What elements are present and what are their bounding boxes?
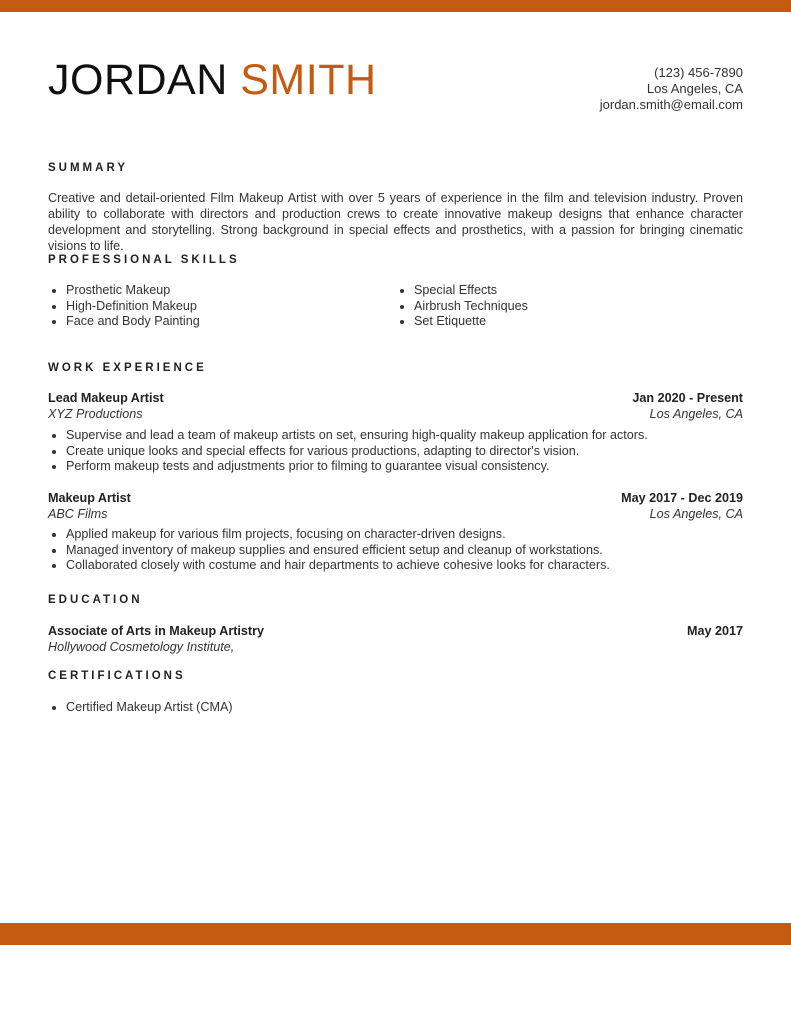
job-bullets: [48, 527, 610, 574]
job-location: Los Angeles, CA: [649, 507, 743, 521]
top-accent-bar: [0, 0, 791, 12]
education-heading: EDUCATION: [48, 594, 143, 606]
skills-heading: PROFESSIONAL SKILLS: [48, 254, 240, 266]
skill-item: Set Etiquette: [396, 314, 528, 330]
summary-text: Creative and detail-oriented Film Makeup Artist with over 5 years of experience in the film and television industry. Proven ability to collaborate with directors and production crews to create innovative makeup designs that enhance character development and storytelling. Strong background in special effects and prosthetics, with a passion for bringing cinematic visions to life.: [48, 191, 743, 253]
summary-heading: SUMMARY: [48, 162, 128, 174]
skill-item: High-Definition Makeup: [48, 299, 200, 315]
contact-location: Los Angeles, CA: [646, 81, 743, 96]
education-date: May 2017: [686, 624, 743, 638]
contact-phone: (123) 456-7890: [654, 65, 743, 80]
job-role: Makeup Artist: [48, 491, 131, 505]
candidate-name: [48, 56, 377, 104]
bottom-accent-bar: [0, 923, 791, 945]
education-school: Hollywood Cosmetology Institute,: [48, 640, 235, 654]
job-bullet: Collaborated closely with costume and hair departments to achieve cohesive looks for characters.: [48, 558, 610, 574]
job-bullets: [48, 428, 648, 475]
job-bullet: Supervise and lead a team of makeup artists on set, ensuring high-quality makeup application for actors.: [48, 428, 648, 444]
contact-email: jordan.smith@email.com: [599, 97, 743, 112]
skill-item: Face and Body Painting: [48, 314, 200, 330]
job-company: XYZ Productions: [48, 407, 143, 421]
job-bullet: Create unique looks and special effects for various productions, adapting to director's vision.: [48, 444, 648, 460]
skill-item: Special Effects: [396, 283, 528, 299]
education-degree: Associate of Arts in Makeup Artistry: [48, 624, 265, 638]
contact-info: [600, 65, 743, 113]
experience-heading: WORK EXPERIENCE: [48, 362, 207, 374]
last-name: SMITH: [240, 56, 377, 104]
skills-list-left: [48, 283, 200, 330]
certifications-list: [48, 700, 233, 716]
job-dates: May 2017 - Dec 2019: [621, 491, 743, 505]
job-company: ABC Films: [48, 507, 108, 521]
first-name: JORDAN: [48, 56, 228, 104]
job-bullet: Managed inventory of makeup supplies and ensured efficient setup and cleanup of workstations.: [48, 543, 610, 559]
skill-item: Airbrush Techniques: [396, 299, 528, 315]
job-dates: Jan 2020 - Present: [632, 391, 743, 405]
certification-item: Certified Makeup Artist (CMA): [48, 700, 233, 716]
job-role: Lead Makeup Artist: [48, 391, 164, 405]
skills-list-right: [396, 283, 528, 330]
skill-item: Prosthetic Makeup: [48, 283, 200, 299]
certifications-heading: CERTIFICATIONS: [48, 670, 186, 682]
job-location: Los Angeles, CA: [649, 407, 743, 421]
job-bullet: Applied makeup for various film projects, focusing on character-driven designs.: [48, 527, 610, 543]
job-bullet: Perform makeup tests and adjustments prior to filming to guarantee visual consistency.: [48, 459, 648, 475]
